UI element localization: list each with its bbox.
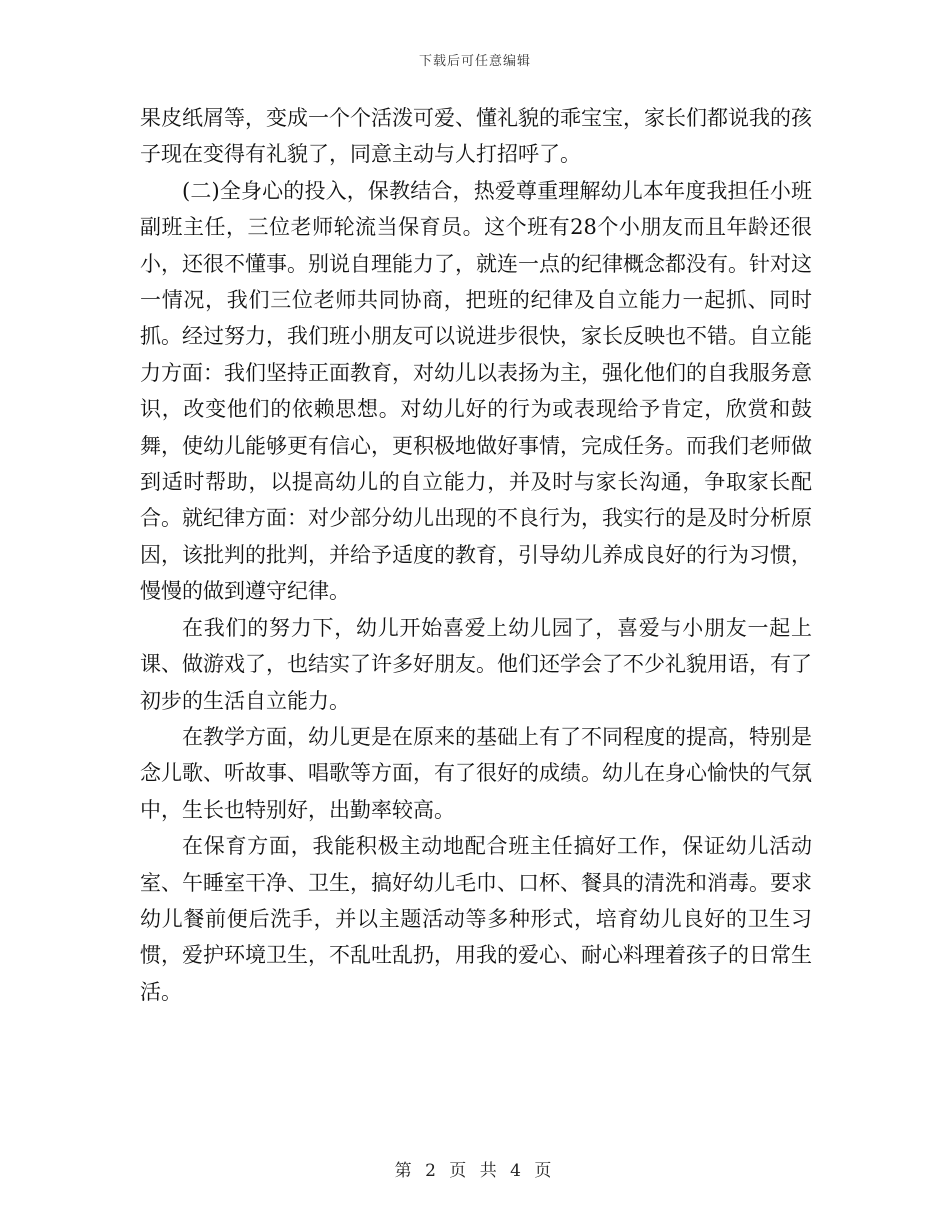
paragraph-2: (二)全身心的投入，保教结合，热爱尊重理解幼儿本年度我担任小班副班主任，三位老师轮流当保育员。这个班有28个小朋友而且年龄还很小，还很不懂事。别说自理能力了，就连一点的纪律概念都没有。针对这一情况，我们三位老师共同协商，把班的纪律及自立能力一起抓、同时抓。经过努力，我们班小朋友可以说进步很快，家长反映也不错。自立能力方面：我们坚持正面教育，对幼儿以表扬为主，强化他们的自我服务意识，改变他们的依赖思想。对幼儿好的行为或表现给予肯定，欣赏和鼓舞，使幼儿能够更有信心，更积极地做好事情，完成任务。而我们老师做到适时帮助，以提高幼儿的自立能力，并及时与家长沟通，争取家长配合。就纪律方面：对少部分幼儿出现的不良行为，我实行的是及时分析原因，该批判的批判，并给予适度的教育，引导幼儿养成良好的行为习惯，慢慢的做到遵守纪律。 bbox=[140, 178, 812, 604]
page-number-footer: 第 2 页 共 4 页 bbox=[394, 1161, 556, 1181]
page-header: 下载后可任意编辑 bbox=[418, 54, 531, 69]
document-body bbox=[140, 100, 812, 1010]
paragraph-4: 在教学方面，幼儿更是在原来的基础上有了不同程度的提高，特别是念儿歌、听故事、唱歌等方面，有了很好的成绩。幼儿在身心愉快的气氛中，生长也特别好，出勤率较高。 bbox=[140, 724, 812, 822]
paragraph-5: 在保育方面，我能积极主动地配合班主任搞好工作，保证幼儿活动室、午睡室干净、卫生，搞好幼儿毛巾、口杯、餐具的清洗和消毒。要求幼儿餐前便后洗手，并以主题活动等多种形式，培育幼儿良好的卫生习惯，爱护环境卫生，不乱吐乱扔，用我的爱心、耐心料理着孩子的日常生活。 bbox=[140, 834, 812, 1004]
paragraph-1: 果皮纸屑等，变成一个个活泼可爱、懂礼貌的乖宝宝，家长们都说我的孩子现在变得有礼貌了，同意主动与人打招呼了。 bbox=[140, 106, 812, 167]
paragraph-3: 在我们的努力下，幼儿开始喜爱上幼儿园了，喜爱与小朋友一起上课、做游戏了，也结实了许多好朋友。他们还学会了不少礼貌用语，有了初步的生活自立能力。 bbox=[140, 615, 812, 713]
